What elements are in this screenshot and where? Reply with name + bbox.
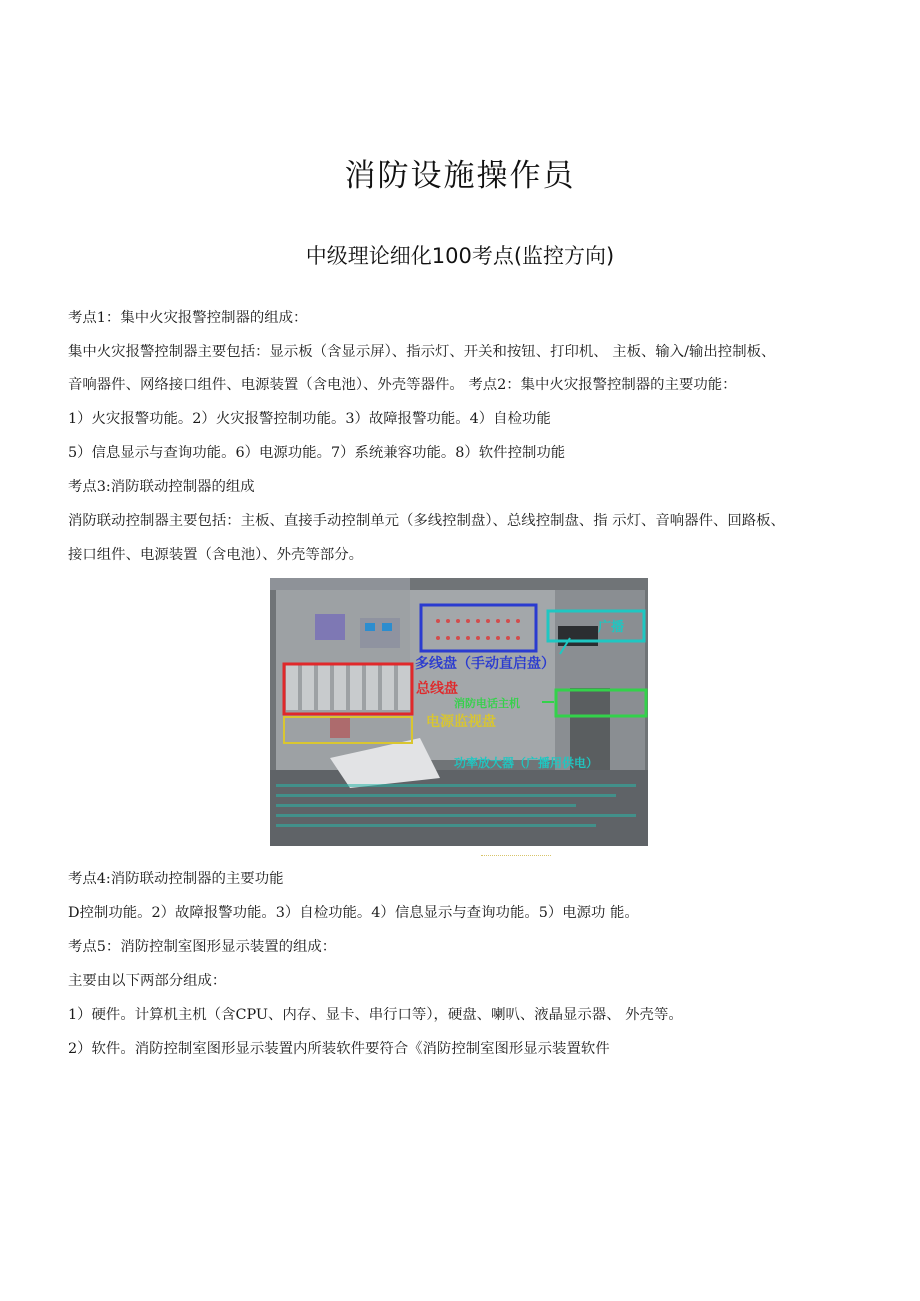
document-title: 消防设施操作员 <box>344 158 576 194</box>
amplifier-label: 功率放大器（广播用供电） <box>454 756 599 770</box>
paragraph-line: 考点3:消防联动控制器的组成 <box>68 479 255 495</box>
paragraph-line: 集中火灾报警控制器主要包括：显示板（含显示屏）、指示灯、开关和按钮、打印机、 主板、输入/输出控制板、 <box>68 344 776 360</box>
fire-phone-label: 消防电话主机 <box>454 697 520 710</box>
paragraph-line: 音响器件、网络接口组件、电源装置（含电池）、外壳等器件。 考点2：集中火灾报警控制器的主要功能： <box>68 377 737 393</box>
paragraph-line: D控制功能。2）故障报警功能。3）自检功能。4）信息显示与查询功能。5）电源功 能。 <box>68 905 639 921</box>
caption-divider <box>481 855 551 856</box>
paragraph-line: 考点4:消防联动控制器的主要功能 <box>68 871 284 887</box>
paragraph-line: 考点1：集中火灾报警控制器的组成： <box>68 310 308 326</box>
document-subtitle: 中级理论细化100考点(监控方向) <box>305 244 615 268</box>
multi-line-panel-label: 多线盘（手动直启盘） <box>415 656 555 672</box>
paragraph-line: 主要由以下两部分组成： <box>68 973 227 989</box>
paragraph-line: 2）软件。消防控制室图形显示装置内所装软件要符合《消防控制室图形显示装置软件 <box>68 1041 610 1057</box>
paragraph-line: 5）信息显示与查询功能。6）电源功能。7）系统兼容功能。8）软件控制功能 <box>68 445 566 461</box>
paragraph-line: 1）火灾报警功能。2）火灾报警控制功能。3）故障报警功能。4）自检功能 <box>68 411 551 427</box>
broadcast-label: 广播 <box>598 620 625 635</box>
bus-panel-label: 总线盘 <box>416 681 458 697</box>
paragraph-line: 消防联动控制器主要包括：主板、直接手动控制单元（多线控制盘）、总线控制盘、指 示灯、音响器件、回路板、 <box>68 513 785 529</box>
paragraph-line: 考点5：消防控制室图形显示装置的组成： <box>68 939 337 955</box>
control-panel-photo <box>270 578 648 846</box>
paragraph-line: 1）硬件。计算机主机（含CPU、内存、显卡、串行口等），硬盘、喇叭、液晶显示器、 外壳等。 <box>68 1007 683 1023</box>
power-monitor-label: 电源监视盘 <box>426 714 496 730</box>
paragraph-line: 接口组件、电源装置（含电池）、外壳等部分。 <box>68 547 364 563</box>
